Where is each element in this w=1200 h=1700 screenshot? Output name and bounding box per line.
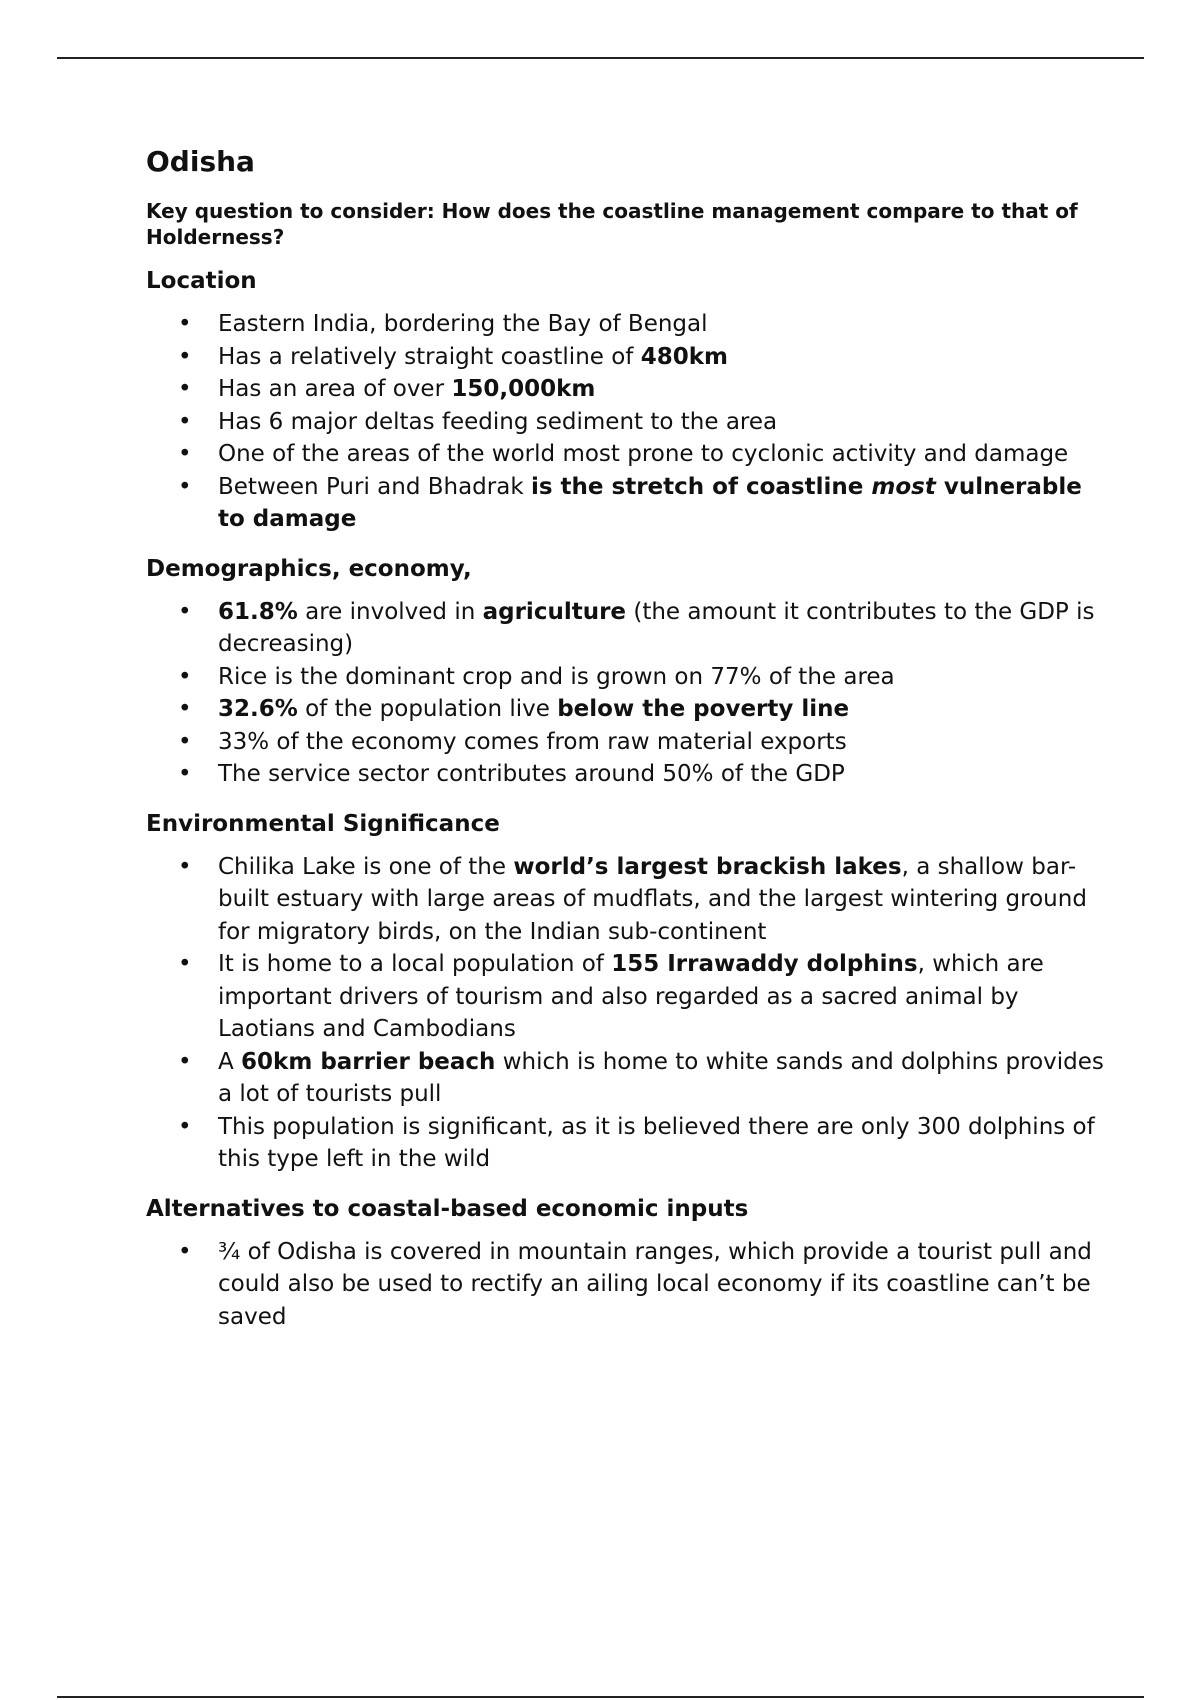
list-item: • 32.6% of the population live below the poverty line <box>146 693 1106 726</box>
list-item: • ¾ of Odisha is covered in mountain ranges, which provide a tourist pull and could also be used to rectify an ailing local economy if its coastline can’t be saved <box>146 1236 1106 1334</box>
top-rule <box>57 57 1144 59</box>
key-question: Key question to consider: How does the coastline management compare to that of Holderness? <box>146 199 1078 249</box>
list-item: • Between Puri and Bhadrak is the stretch of coastline most vulnerable to damage <box>146 471 1106 536</box>
heading-demographics: Demographics, economy, <box>146 555 472 582</box>
list-item: • Has a relatively straight coastline of 480km <box>146 341 1106 374</box>
list-item: • Rice is the dominant crop and is grown on 77% of the area <box>146 661 1106 694</box>
list-environmental <box>146 851 1106 1176</box>
list-demographics <box>146 596 1106 791</box>
list-location <box>146 308 1106 536</box>
list-item: • Has an area of over 150,000km <box>146 373 1106 406</box>
list-item: • Chilika Lake is one of the world’s largest brackish lakes, a shallow bar-built estuary with large areas of mudflats, and the largest wintering ground for migratory birds, on the Indian sub-continent <box>146 851 1106 949</box>
list-item: • It is home to a local population of 155 Irrawaddy dolphins, which are important drivers of tourism and also regarded as a sacred animal by Laotians and Cambodians <box>146 948 1106 1046</box>
list-item: • A 60km barrier beach which is home to white sands and dolphins provides a lot of tourists pull <box>146 1046 1106 1111</box>
document-body <box>146 142 1106 1349</box>
list-item: • 61.8% are involved in agriculture (the amount it contributes to the GDP is decreasing) <box>146 596 1106 661</box>
list-item: • The service sector contributes around 50% of the GDP <box>146 758 1106 791</box>
list-item: • Has 6 major deltas feeding sediment to the area <box>146 406 1106 439</box>
heading-location: Location <box>146 268 257 294</box>
page-title: Odisha <box>146 145 255 178</box>
list-alternatives <box>146 1236 1106 1334</box>
heading-environmental: Environmental Significance <box>146 810 500 837</box>
list-item: • This population is significant, as it is believed there are only 300 dolphins of this type left in the wild <box>146 1111 1106 1176</box>
list-item: • One of the areas of the world most prone to cyclonic activity and damage <box>146 438 1106 471</box>
heading-alternatives: Alternatives to coastal-based economic inputs <box>146 1195 749 1222</box>
bottom-rule <box>57 1696 1144 1698</box>
list-item: • Eastern India, bordering the Bay of Bengal <box>146 308 1106 341</box>
list-item: • 33% of the economy comes from raw material exports <box>146 726 1106 759</box>
